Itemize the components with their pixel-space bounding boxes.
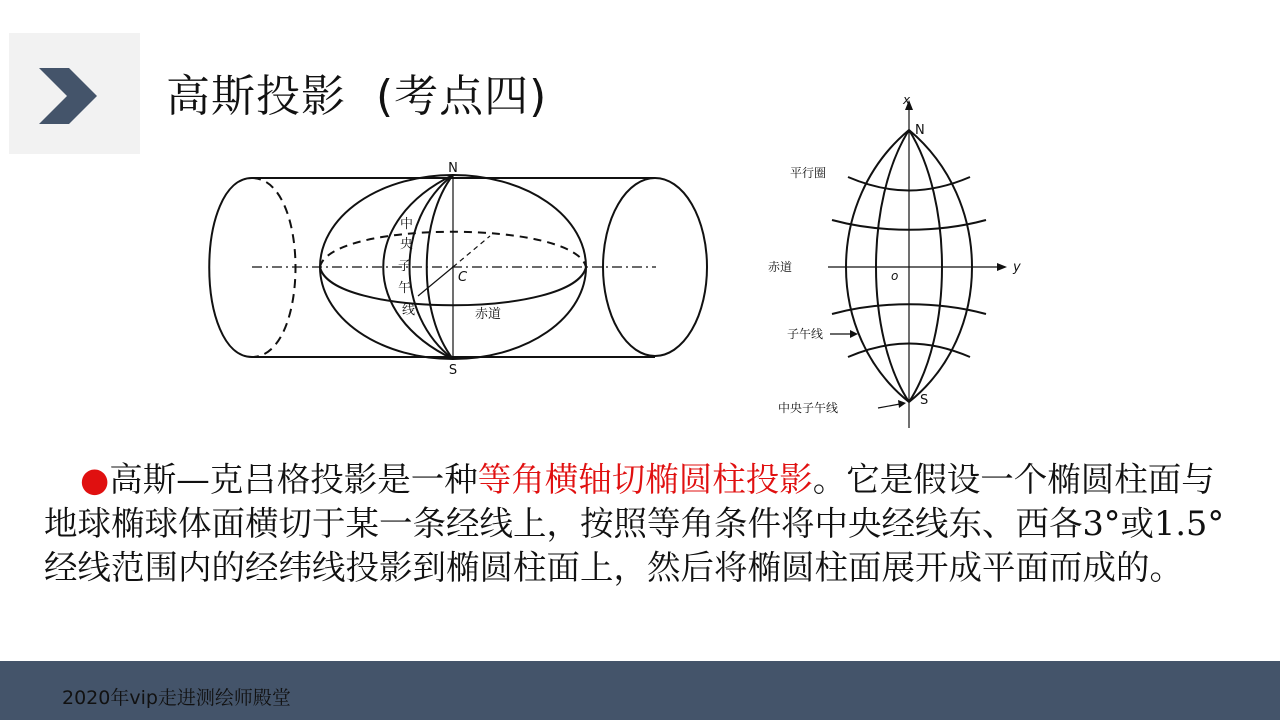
- label-equator: 赤道: [768, 260, 793, 274]
- central-meridian-pointer-arrow: [898, 400, 906, 408]
- meridian-char-3: 子: [398, 259, 412, 274]
- slide-title: 高斯投影 (考点四): [166, 71, 548, 122]
- meridian-char-5: 线: [402, 303, 416, 318]
- projection-figure: [828, 100, 1007, 428]
- y-axis-arrow: [997, 263, 1007, 271]
- meridian-right-outer: [909, 130, 972, 402]
- meridian-char-2: 央: [400, 237, 414, 252]
- central-meridian-pointer: [878, 404, 900, 408]
- projection-label-n: N: [915, 123, 925, 138]
- body-text-1: 高斯—克吕格投影是一种: [109, 460, 478, 499]
- meridian-char-4: 午: [398, 281, 412, 296]
- projection-label-x: x: [903, 93, 911, 107]
- meridian-left-outer: [846, 130, 909, 402]
- cylinder-label-n: N: [448, 161, 458, 176]
- meridian-char-1: 中: [400, 217, 414, 232]
- body-paragraph: [44, 458, 1239, 590]
- projection-label-s: S: [920, 393, 929, 408]
- cylinder-figure: [209, 175, 707, 359]
- meridian-right-inner: [909, 130, 942, 402]
- cylinder-label-c: C: [458, 270, 468, 285]
- footer-bar: [0, 661, 1280, 720]
- cylinder-label-equator: 赤道: [475, 307, 502, 322]
- projection-label-o: o: [891, 269, 899, 283]
- radius-dashed: [453, 236, 490, 267]
- radius-solid: [418, 267, 453, 296]
- label-meridian: 子午线: [787, 327, 824, 341]
- label-central-meridian: 中央子午线: [778, 401, 839, 415]
- body-text-2: 。它是假设一个椭圆柱面与地球椭球体面横切于某一条经线上，按照等角条件将中央经线东、西各3°或1.5°经线范围内的经纬线投影到椭圆柱面上，然后将椭圆柱面展开成平面而成的。: [44, 460, 1225, 587]
- body-highlight: 等角横轴切椭圆柱投影: [477, 460, 813, 499]
- cylinder-label-s: S: [448, 363, 458, 378]
- bullet-icon: ●: [80, 460, 110, 499]
- meridian-left-inner: [876, 130, 909, 402]
- footer-text: 2020年vip走进测绘师殿堂: [62, 687, 291, 709]
- label-parallel: 平行圈: [790, 166, 827, 180]
- projection-label-y: y: [1013, 260, 1021, 275]
- cylinder-left-end-solid: [209, 178, 252, 357]
